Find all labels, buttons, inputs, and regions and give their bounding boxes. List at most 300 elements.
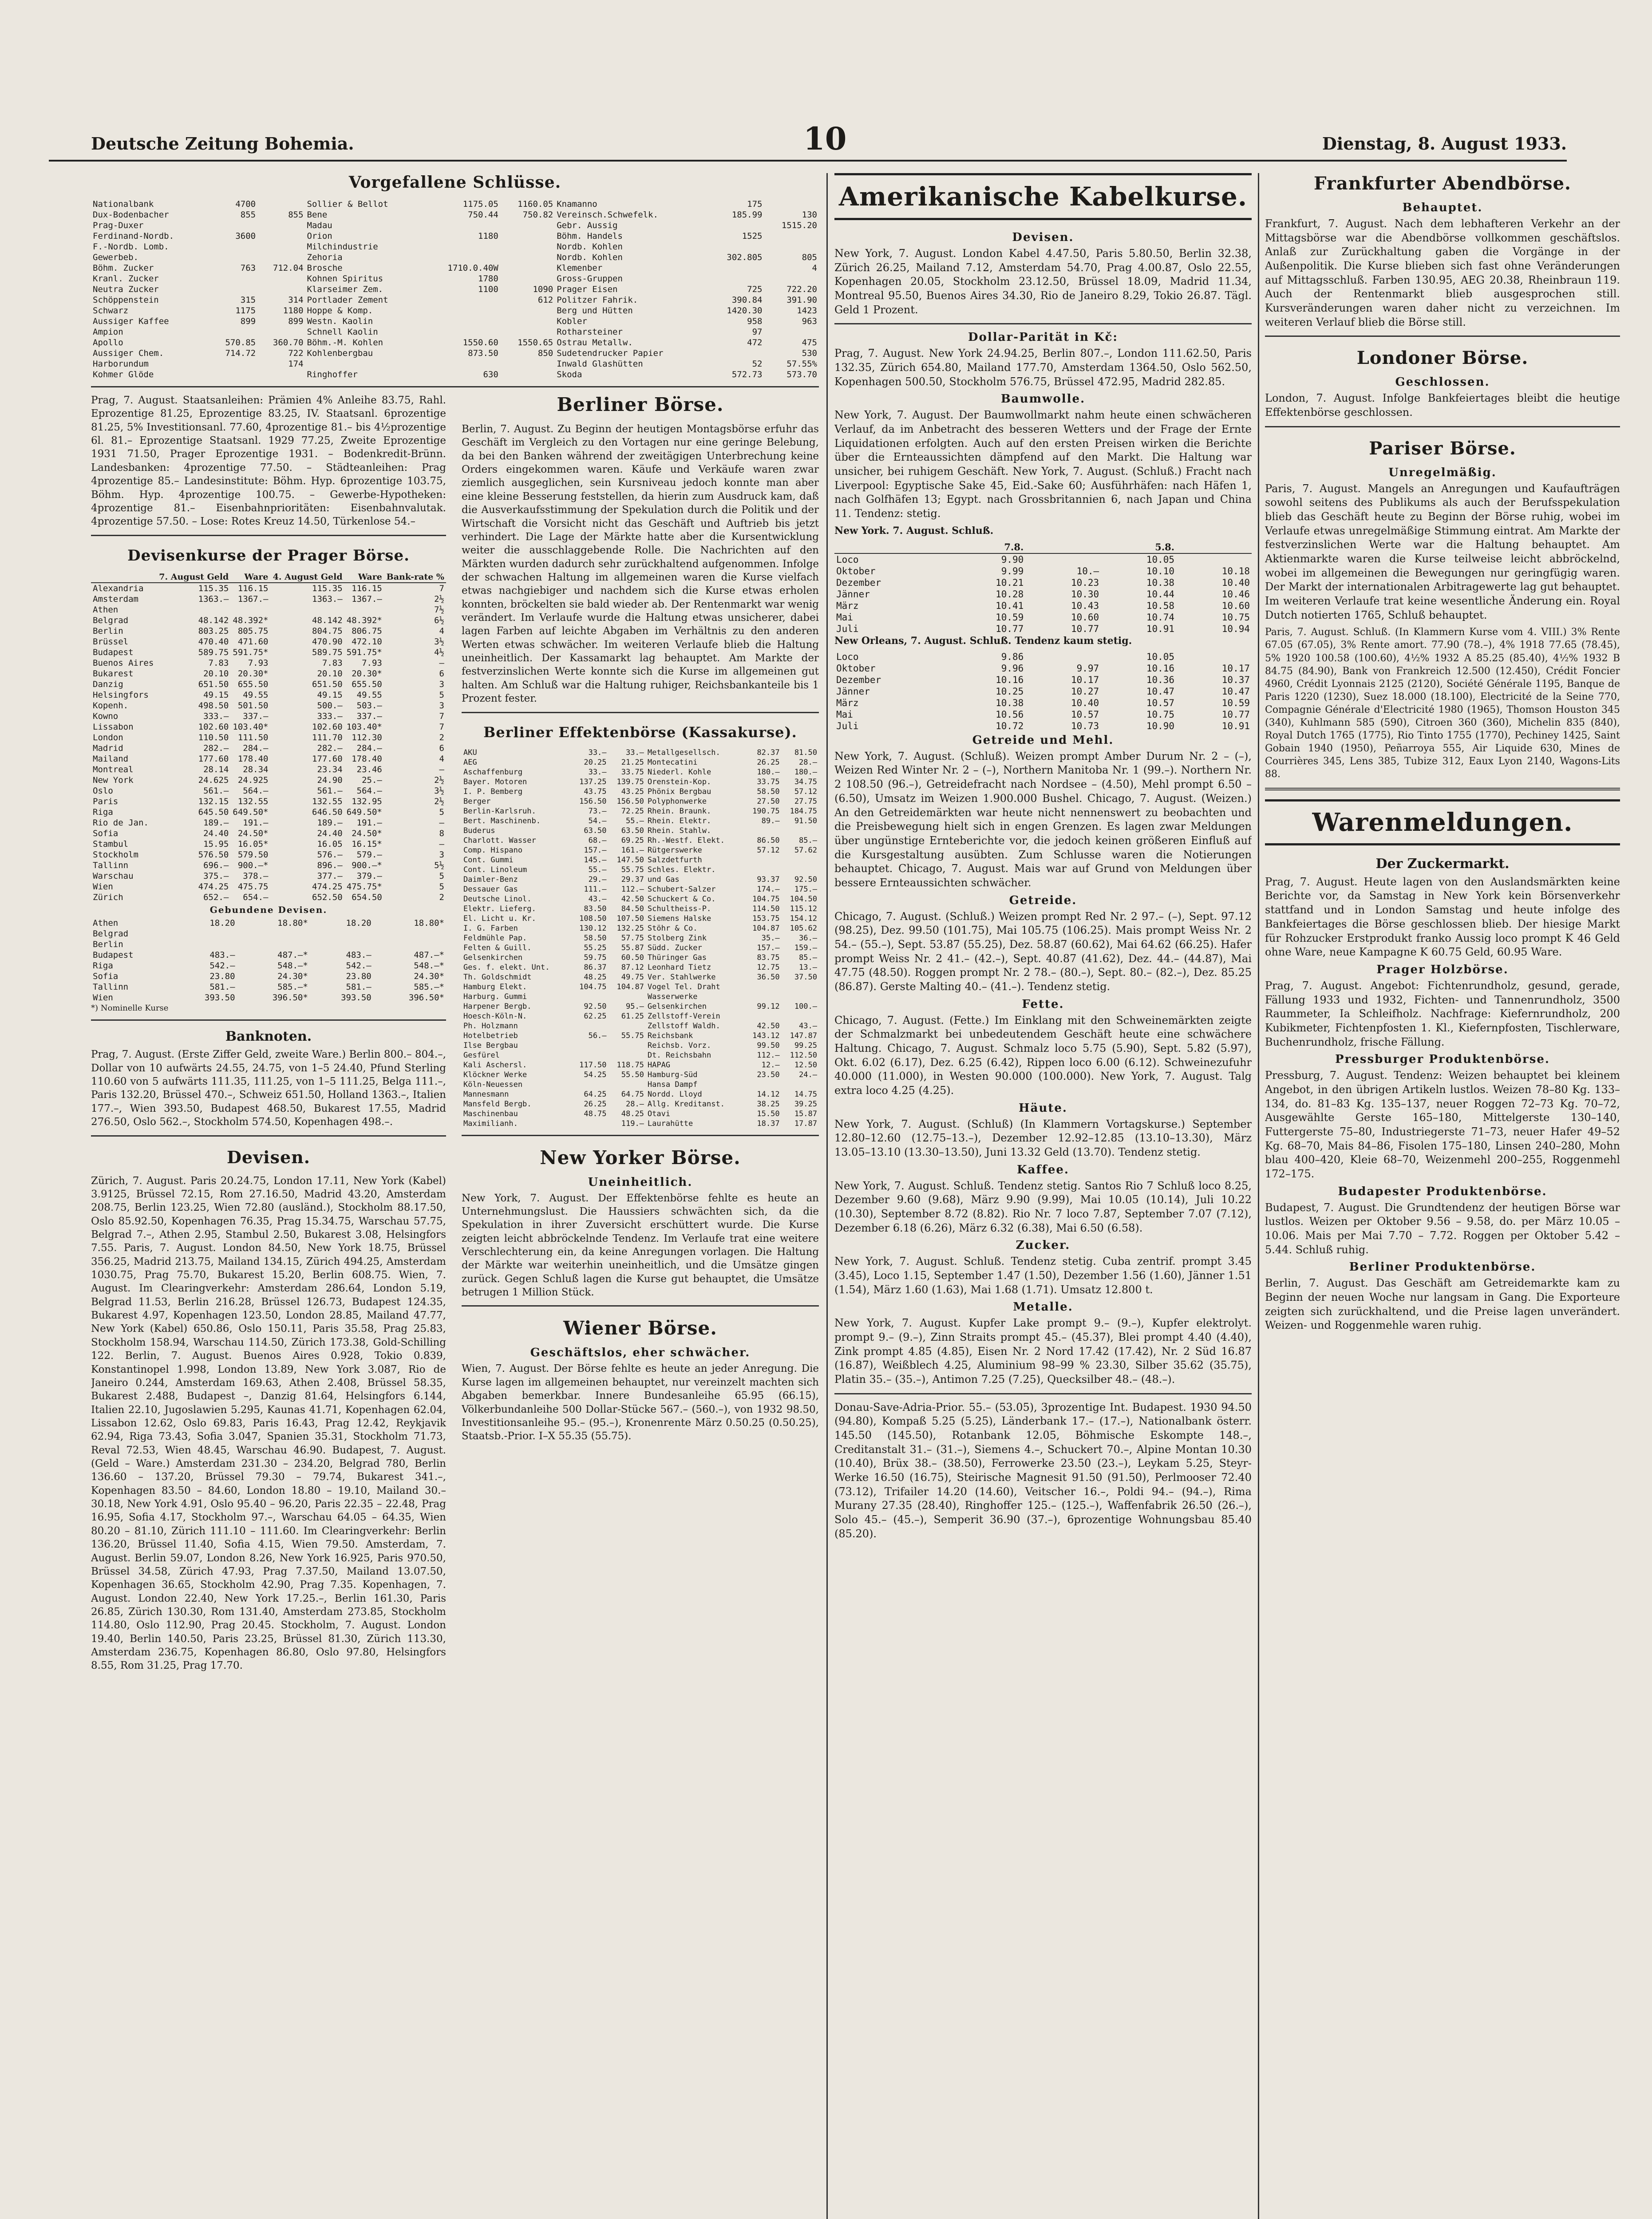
table-cell: 3 [439, 679, 444, 689]
table-row [91, 971, 446, 982]
divider [462, 712, 819, 713]
table-cell: 282.– [317, 743, 343, 753]
column-header [1025, 541, 1101, 553]
table-row [462, 1050, 819, 1060]
table-cell: 1100 [478, 284, 498, 294]
table-cell: 130 [802, 210, 817, 220]
table-cell [782, 1011, 819, 1021]
table-cell: 7 [439, 583, 444, 593]
table-cell: Inwald Glashütten [557, 359, 643, 369]
table-cell: 108.50 [579, 914, 607, 923]
table-cell: 59.75 [584, 953, 607, 962]
table-cell: 42.50 [621, 894, 644, 904]
table-cell [709, 263, 764, 273]
table-cell: 9.86 [1001, 651, 1024, 662]
table-cell: 10.77 [1221, 709, 1250, 720]
table-cell [257, 231, 305, 241]
table-cell: 63.50 [621, 826, 644, 835]
table-cell: 23.46 [356, 764, 382, 774]
column-header: 7.8. [950, 541, 1025, 553]
table-cell: Buderus [463, 826, 495, 835]
table-cell: Böhm. Handels [557, 231, 623, 241]
table-cell: 73.– [588, 806, 607, 816]
table-row [462, 953, 819, 963]
table-cell: Schubert-Salzer [647, 884, 716, 894]
table-cell: 378.– [243, 871, 269, 881]
table-cell: Rhein. Braunk. [647, 806, 711, 816]
effekten-table [462, 748, 819, 1129]
table-cell [424, 327, 500, 337]
table-cell: 805 [802, 253, 817, 262]
section-title-london: Londoner Börse. [1356, 347, 1529, 369]
table-cell: 1175.05 [462, 199, 498, 209]
table-cell: 105.62 [790, 924, 817, 933]
table-cell: 35.– [761, 933, 780, 943]
table-cell: 29.– [588, 875, 607, 884]
divider [91, 1135, 446, 1137]
section-title-vorgefallene: Vorgefallene Schlüsse. [348, 173, 561, 192]
table-cell [344, 604, 384, 615]
table-cell: 10.30 [1071, 588, 1099, 600]
table-cell: 652.50 [312, 892, 343, 902]
table-cell: 591.75* [233, 647, 269, 657]
table-cell: 10.77 [1071, 623, 1099, 634]
table-cell: Charlott. Wasser [463, 836, 536, 845]
divider [834, 1393, 1252, 1394]
kabel-text: New York, 7. August. London Kabel 4.47.50, Paris 5.80.50, Berlin 32.38, Zürich 26.25, Mailand 7.12, Amsterdam 54.70, Prag 4.00.87, Oslo 22.55, Kopenhagen 20.05, Stockholm 23.12.50, Brüssel 18.09, Madrid 11.34, Montreal 95.50, Buenos Aires 34.30, Rio de Janeiro 8.29, Tokio 26.87. Tägl. Geld 1 Prozent. [834, 247, 1252, 316]
section-title-kabelkurse: Amerikanische Kabelkurse. [834, 173, 1252, 220]
table-cell: Th. Goldschmidt [463, 972, 532, 982]
table-cell: 26.25 [584, 1099, 607, 1109]
table-cell [1176, 651, 1252, 663]
table-cell [237, 928, 310, 939]
table-cell: 10.36 [1146, 674, 1175, 685]
table-cell: 28.14 [203, 764, 229, 774]
table-cell: 10.16 [996, 674, 1024, 685]
table-cell: 6 [439, 668, 444, 679]
table-row [91, 764, 446, 775]
column-american [834, 173, 1252, 2219]
table-cell: 16.05 [317, 839, 343, 849]
table-cell: 10.23 [1071, 577, 1099, 588]
table-row [834, 674, 1252, 686]
table-cell: Oktober [836, 663, 876, 674]
london-text: London, 7. August. Infolge Bankfeiertages bleibt die heutige Effektenbörse geschlossen. [1265, 392, 1620, 419]
table-cell: 1525 [742, 231, 763, 241]
table-cell: Oktober [836, 565, 876, 576]
dollar-title: Dollar-Parität in Kč: [968, 331, 1118, 344]
table-row [834, 565, 1252, 577]
table-cell: 487.–* [277, 950, 308, 960]
section-title-wiener: Wiener Börse. [563, 1317, 717, 1339]
table-cell: 561.– [203, 786, 229, 796]
divider [462, 1135, 819, 1136]
table-cell: Klemenber [557, 263, 603, 273]
table-cell: 42.50 [757, 1021, 780, 1031]
table-cell: 498.50 [198, 700, 229, 711]
table-cell [609, 1021, 646, 1031]
table-row [91, 273, 819, 284]
table-cell: 62.25 [584, 1011, 607, 1021]
table-cell: Kranl. Zucker [93, 274, 159, 284]
divider [91, 1019, 446, 1021]
table-row [91, 950, 446, 960]
table-row [91, 369, 819, 380]
table-cell: Rh.-Westf. Elekt. [647, 836, 725, 845]
table-cell [257, 241, 305, 252]
table-cell: 92.50 [584, 1002, 607, 1011]
table-row [834, 600, 1252, 612]
table-cell: 284.– [243, 743, 269, 753]
table-cell [609, 992, 646, 1002]
table-cell: 4700 [235, 199, 256, 209]
table-cell: 337.– [356, 711, 382, 721]
table-cell [424, 252, 500, 263]
table-cell: 55.75 [621, 865, 644, 874]
divider [462, 1305, 819, 1307]
table-row [462, 816, 819, 826]
table-row [91, 690, 446, 700]
table-cell: Neutra Zucker [93, 284, 159, 294]
table-cell: 64.25 [584, 1090, 607, 1099]
table-cell: Nordd. Lloyd [647, 1090, 702, 1099]
table-row [462, 875, 819, 884]
table-cell: HAPAG [647, 1060, 671, 1070]
table-cell: 475 [802, 338, 817, 347]
table-cell: 36.– [799, 933, 817, 943]
zucker-ny-title: Zucker. [1016, 1239, 1071, 1252]
table-cell: 24.40 [203, 828, 229, 838]
divider [1265, 336, 1620, 337]
table-cell: 43.– [799, 1021, 817, 1031]
table-cell: 10.27 [1071, 686, 1099, 697]
table-cell: 43.25 [621, 787, 644, 796]
table-cell: Rio de Jan. [93, 817, 149, 828]
table-cell: 24.50* [237, 828, 269, 838]
table-cell: Salzdetfurth [647, 855, 702, 865]
table-cell [744, 982, 781, 992]
frankfurt-subtitle: Behauptet. [1402, 201, 1483, 214]
table-cell: 174 [288, 359, 304, 369]
table-cell: 116.15 [237, 583, 269, 593]
table-cell: Danzig [93, 679, 123, 689]
table-cell: 48.392* [233, 615, 269, 625]
table-row [91, 337, 819, 348]
table-cell: 103.40* [346, 722, 382, 732]
table-cell: Maschinenbau [463, 1109, 518, 1118]
table-row [91, 928, 446, 939]
table-cell [744, 1011, 781, 1021]
table-cell: 10.59 [996, 612, 1024, 623]
table-cell: Juli [836, 720, 859, 731]
table-cell: 49.75 [621, 972, 644, 982]
table-cell: – [439, 817, 444, 828]
table-cell: 57.12 [757, 845, 780, 855]
table-row [91, 849, 446, 860]
table-cell [257, 220, 305, 231]
table-cell: 161.– [621, 845, 644, 855]
table-cell: Apollo [93, 338, 123, 347]
holzboerse-title: Prager Holzbörse. [1376, 963, 1509, 976]
table-cell: 1550.60 [462, 338, 498, 347]
table-cell: 284.– [356, 743, 382, 753]
table-cell: Ph. Holzmann [463, 1021, 518, 1031]
table-cell: 855 [288, 210, 304, 220]
divider [1265, 426, 1620, 427]
newyorker-subtitle: Uneinheitlich. [588, 1175, 693, 1189]
table-row [91, 220, 819, 231]
column-header: Ware [344, 572, 384, 583]
table-cell [500, 231, 555, 241]
table-cell [230, 604, 270, 615]
table-cell: 564.– [356, 786, 382, 796]
table-cell: Leonhard Tietz [647, 963, 711, 972]
table-cell: 8 [439, 828, 444, 838]
table-cell: Aschaffenburg [463, 767, 523, 777]
table-cell: 16.05* [237, 839, 269, 849]
table-row [462, 972, 819, 982]
table-cell: 483.– [346, 950, 372, 960]
table-cell: 48.25 [621, 1109, 644, 1118]
table-cell: 10.43 [1071, 600, 1099, 611]
table-row [462, 758, 819, 767]
pariser-text: Paris, 7. August. Mangels an Anregungen und Kaufaufträgen sowohl seitens des Publikums als auch der Berufsspekulation blieb das Geschäft heute zu Beginn der Börse ruhig, wobei im Verlaufe etwas unregelmäßige Stimmung eintrat. Am Markte der festverzinslichen Werte war die Haltung behauptet. Am Aktienmarkte waren die Kurse teilweise leicht abbröckelnd, wobei im allgemeinen die Bewegungen nur geringfügig waren. Der Markt der internationalen Arbitragewerte lag gut behauptet. Im weiteren Verlaufe trat keine wesentliche Änderung ein. Royal Dutch notierten 1765, Schluß behauptet. [1265, 482, 1620, 621]
zuckermarkt-title: Der Zuckermarkt. [1375, 856, 1510, 872]
table-row [462, 982, 819, 992]
table-cell: Polyphonwerke [647, 797, 707, 806]
table-cell: Kali Aschersl. [463, 1060, 527, 1070]
table-row [91, 284, 819, 295]
table-cell: 15.95 [203, 839, 229, 849]
table-cell: 143.12 [752, 1031, 780, 1040]
table-cell: 191.– [356, 817, 382, 828]
table-cell: 157.– [757, 943, 780, 952]
table-cell: 1160.05 [518, 199, 553, 209]
table-cell: 10.05 [1146, 651, 1175, 662]
table-row [834, 686, 1252, 697]
table-cell: 655.50 [237, 679, 269, 689]
table-cell: Südd. Zucker [647, 943, 702, 952]
table-cell: 396.50* [408, 992, 444, 1003]
table-cell: 83.75 [757, 953, 780, 962]
divider [91, 535, 446, 536]
table-cell: 111.– [584, 884, 607, 894]
table-row [462, 924, 819, 933]
table-cell: Sollier & Bellot [307, 199, 388, 209]
table-cell: 585.–* [277, 982, 308, 992]
table-cell: 52 [752, 359, 763, 369]
table-cell: 89.– [761, 816, 780, 825]
table-cell [174, 928, 237, 939]
table-cell: Prager Eisen [557, 284, 618, 294]
table-cell: 9.90 [1001, 554, 1024, 565]
table-cell: Westn. Kaolin [307, 316, 373, 326]
table-cell: 393.50 [341, 992, 372, 1003]
table-cell: 20.30* [237, 668, 269, 679]
table-cell: 37.50 [794, 972, 817, 982]
table-cell: 651.50 [198, 679, 229, 689]
table-row [462, 826, 819, 836]
table-cell: 10.59 [1221, 697, 1250, 708]
table-cell: 10.56 [996, 709, 1024, 720]
table-cell: 33.75 [757, 777, 780, 786]
table-cell [782, 826, 819, 836]
table-cell: Bert. Maschinenb. [463, 816, 541, 825]
table-cell: Bukarest [93, 668, 134, 679]
table-cell: 107.50 [617, 914, 644, 923]
table-cell: 68.– [588, 836, 607, 845]
table-cell [156, 604, 230, 615]
table-row [834, 612, 1252, 623]
table-cell: 2½ [434, 594, 444, 604]
table-cell: Klarseimer Zem. [307, 284, 383, 294]
table-cell: 10.90 [1146, 720, 1175, 731]
table-row [462, 1021, 819, 1031]
table-cell: Cont. Linoleum [463, 865, 527, 874]
table-cell [571, 1119, 608, 1129]
table-cell: Ver. Stahlwerke [647, 972, 716, 982]
table-cell: 7.83 [322, 658, 343, 668]
table-cell: Nordb. Kohlen [557, 242, 623, 252]
newyorker-text: New York, 7. August. Der Effektenbörse fehlte es heute an Unternehmungslust. Die Haussiers schwächten sich, da die Spekulation in ihrer Zuversicht erschüttert wurde. Die Kurse zeigten leicht abbröckelnde Tendenz. Im Verlaufe trat eine weitere Verschlechterung ein, da keine Anregungen vorlagen. Die Haltung der Märkte war weiterhin uneinheitlich, und die Umsätze gingen zurück. Gegen Schluß lagen die Kurse gut behauptet, die Umsätze betrugen 1 Million Stück. [462, 1192, 819, 1299]
pariser-kurse: Paris, 7. August. Schluß. (In Klammern Kurse vom 4. VIII.) 3% Rente 67.05 (67.05), 3% Rente amort. 77.90 (78.–), 4% 1918 77.65 (78.45), 5% 1920 100.58 (100.60), 4½% 1932 A 85.25 (85.40), 4½% 1932 B 84.75 (84.90), Bank von Frankreich 12.500 (12.450), Crédit Foncier 4960, Crédit Lyonnais 2125 (2120), Société Générale 1195, Banque de Paris 1220 (1230), Suez 18.000 (18.100), Electricité de la Seine 770, Compagnie Générale d'Electricité 1980 (1965), Thomson Houston 345 (340), Kuhlmann 585 (590), Citroen 360 (360), Michelin 835 (840), Royal Dutch 1765 (1775), Rio Tinto 1755 (1770), Pechiney 1425, Saint Gobain 1940 (1950), Peñarroya 555, Air Liquide 630, Mines de Courrières 345, Lens 385, Tubize 312, Eaux Lyon 2140, Wagons-Lits 88. [1265, 627, 1620, 780]
table-cell [210, 252, 257, 263]
table-cell: 589.75 [198, 647, 229, 657]
getreide-text: New York, 7. August. (Schluß). Weizen prompt Amber Durum Nr. 2 – (–), Weizen Red Winter Nr. 2 – (–), Northern Manitoba Nr. 1 (99.–). Northern Nr. 2 108.50 (96.–), Getreidefracht nach Nordsee – (4.50), Mehl prompt 6.50 – (6.50), Umsatz im Weizen 1.900.000 Bushel. Chicago, 7. August. (Weizen.) An den Getreidemärkten war heute nicht nennenswert zu beobachten und die Preisbewegung hielt sich in engen Grenzen. Es lagen zwar Meldungen über ungünstige Ernteberichte vor, die jedoch keinen größeren Einfluß auf die Kursgestaltung ausübten. Zum Schlusse waren die Notierungen behauptet. Chicago, 7. August. Mais war auf Grund von Meldungen über bessere Ernteaussichten schwächer. [834, 750, 1252, 889]
table-cell: Berg und Hütten [557, 306, 633, 316]
table-cell: 119.– [621, 1119, 644, 1128]
table-row [462, 1041, 819, 1050]
table-cell: März [836, 697, 859, 708]
table-cell: 117.50 [579, 1060, 607, 1070]
table-row [91, 209, 819, 220]
gebundene-table [91, 918, 446, 1003]
table-cell: Niederl. Kohle [647, 767, 711, 777]
table-cell: 5½ [434, 860, 444, 870]
table-cell: 132.55 [237, 796, 269, 806]
column-header [1176, 541, 1252, 553]
section-title-berliner: Berliner Börse. [557, 394, 724, 415]
table-row [462, 1011, 819, 1021]
baumwolle-title: Baumwolle. [1000, 392, 1086, 406]
table-row [91, 604, 446, 615]
table-cell: Politzer Fahrik. [557, 295, 638, 305]
table-row [91, 722, 446, 732]
table-row [462, 787, 819, 797]
table-cell: – [439, 839, 444, 849]
table-cell: Ostrau Metallw. [557, 338, 633, 347]
table-cell: 55.– [588, 865, 607, 874]
metalle-title: Metalle. [1013, 1300, 1073, 1314]
table-cell: Ampion [93, 327, 123, 337]
table-cell [609, 1041, 646, 1050]
table-cell: 696.– [203, 860, 229, 870]
table-cell: Schles. Elektr. [647, 865, 716, 874]
table-row [91, 807, 446, 817]
table-cell: 21.25 [621, 758, 644, 767]
table-cell: 591.75* [346, 647, 382, 657]
subcolumn-right [462, 394, 819, 2169]
table-cell: 15.50 [757, 1109, 780, 1118]
fette-text: Chicago, 7. August. (Fette.) Im Einklang mit den Schweinemärkten zeigte der Schmalzmarkt bei unbedeutendem Geschäft heute eine schwächere Haltung. Chicago, 7. August. Schmalz loco 5.75 (5.90), Sept. 5.82 (5.97), Okt. 6.02 (6.17), Dez. 6.25 (6.42), Rippen loco 6.00 (6.12). Schweinezufuhr 40.000 (11.000), in Westen 90.000 (100.000). New York, 7. August. Talg extra loco 4.25 (4.25). [834, 1014, 1252, 1097]
divider-double [1265, 788, 1620, 790]
table-cell: 803.25 [198, 626, 229, 636]
table-cell: 483.– [209, 950, 235, 960]
table-cell [500, 369, 555, 380]
table-cell: Knamanno [557, 199, 597, 209]
table-cell: 82.37 [757, 748, 780, 757]
table-cell [270, 604, 344, 615]
table-cell: 28.– [799, 758, 817, 767]
table-cell: Milchindustrie [307, 242, 378, 252]
table-cell: 7 [439, 722, 444, 732]
table-cell: 16.15* [352, 839, 382, 849]
table-cell: 4 [812, 263, 817, 273]
table-row [462, 1090, 819, 1099]
table-cell: 360.70 [273, 338, 304, 347]
table-row [91, 583, 446, 594]
column-header: 7. August Geld [156, 572, 230, 583]
table-cell [609, 1080, 646, 1090]
table-cell: Gross-Gruppen [557, 274, 623, 284]
table-cell [764, 273, 819, 284]
table-cell: 10.75 [1221, 612, 1250, 623]
table-cell: Aussiger Kaffee [93, 316, 169, 326]
table-cell: 23.80 [346, 971, 372, 981]
table-cell: 612 [537, 295, 553, 305]
table-cell: Zellstoff-Verein [647, 1011, 720, 1021]
issue-date: Dienstag, 8. August 1933. [1322, 134, 1567, 154]
table-cell: 3½ [434, 636, 444, 647]
table-cell: 542.– [209, 960, 235, 971]
table-row [834, 697, 1252, 709]
table-cell [782, 992, 819, 1002]
table-cell: Ilse Bergbau [463, 1041, 518, 1050]
table-cell: 10.47 [1146, 686, 1175, 697]
table-cell: Riga [93, 807, 113, 817]
table-cell: Klöckner Werke [463, 1070, 527, 1079]
table-cell: 10.46 [1221, 588, 1250, 600]
divider [91, 386, 819, 387]
table-cell: Athen [93, 604, 119, 615]
table-cell [257, 327, 305, 337]
table-cell: 958 [747, 316, 763, 326]
table-cell: 655.50 [352, 679, 382, 689]
table-cell: 873.50 [468, 348, 498, 358]
table-cell: 112.30 [352, 732, 382, 742]
table-cell: 23.34 [317, 764, 343, 774]
table-cell: 43.75 [584, 787, 607, 796]
table-cell: 10.44 [1146, 588, 1175, 600]
table-cell: 572.73 [731, 370, 763, 379]
table-cell: 7.93 [362, 658, 382, 668]
table-cell: 24.30* [414, 971, 444, 981]
table-cell: 10.58 [1146, 600, 1175, 611]
table-cell: 12.75 [757, 963, 780, 972]
table-cell: 104.75 [752, 894, 780, 904]
table-row [91, 295, 819, 305]
wiener-kurse-text: Donau-Save-Adria-Prior. 55.– (53.05), 3prozentige Int. Budapest. 1930 94.50 (94.80), Kompaß 5.25 (5.25), Länderbank 17.– (17.–), Nationalbank österr. 145.50 (145.50), Rotanbank 12.05, Böhmische Eskompte 148.–, Creditanstalt 31.– (31.–), Siemens 4.–, Schuckert 70.–, Alpine Montan 10.30 (10.40), Brüx 38.– (38.50), Ferrowerke 23.50 (23.–), Leykam 5.25, Steyr-Werke 16.50 (16.75), Steirische Magnesit 91.50 (91.50), Perlmooser 72.40 (73.12), Trifailer 14.20 (14.60), Veitscher 16.–, Poldi 94.– (94.–), Rima Murany 27.35 (28.40), Ringhoffer 125.– (125.–), Waffenfabrik 26.50 (26.–), Solo 45.– (45.–), Semperit 36.90 (37.–), 6prozentige Wohnungsbau 85.40 (85.20). [834, 1401, 1252, 1540]
table-cell: Stockholm [93, 849, 138, 860]
table-cell: 579.– [356, 849, 382, 860]
table-cell: 10.38 [1146, 577, 1175, 588]
table-cell: 10.57 [1146, 697, 1175, 708]
table-cell: Madau [307, 221, 332, 230]
table-cell: 302.805 [727, 253, 763, 262]
table-row [91, 316, 819, 327]
table-cell: 10.16 [1146, 663, 1175, 674]
table-cell: – [439, 658, 444, 668]
